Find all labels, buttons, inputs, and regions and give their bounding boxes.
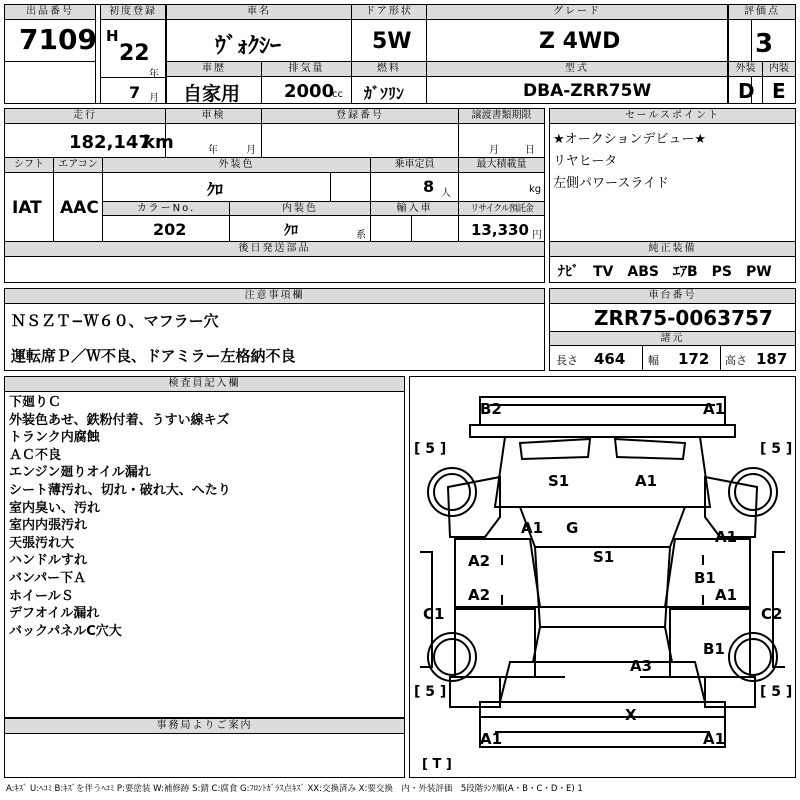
chassis-cell	[549, 288, 796, 332]
legend: A:ｷｽﾞ U:ﾍｺﾐ B:ｷｽﾞを伴うﾍｺﾐ P:要塗装 W:補修跡 S:錆 C:腐食 G:ﾌﾛﾝﾄｶﾞﾗｽ点ｷｽﾞ XX:交換済み X:要交換 内・外装評価 5段階ﾗﾝｸ順(A・B・C・D・E) 1	[6, 784, 583, 794]
dims-label: 諸元	[550, 332, 795, 346]
genuine-label: 純正装備	[550, 242, 795, 257]
displacement-unit: cc	[332, 89, 343, 100]
dims-cell	[549, 331, 796, 371]
damage-mark: A1	[715, 586, 738, 604]
inspector-line: 下廻りＣ	[9, 395, 62, 410]
caution-line: 運転席Ｐ／Ｗ不良、ドアミラー左格納不良	[11, 347, 296, 365]
caution-label: 注意事項欄	[5, 289, 544, 304]
recycle-unit: 円	[532, 230, 542, 241]
interior-cell	[762, 61, 796, 104]
reg-no-label: 登録番号	[262, 109, 458, 124]
damage-mark: B1	[703, 640, 725, 658]
car-name: ｳﾞｫｸｼｰ	[215, 34, 282, 59]
exterior-score: D	[738, 79, 755, 103]
damage-mark: C2	[761, 605, 783, 623]
door-type: 5W	[372, 29, 412, 54]
history-cell	[166, 61, 262, 104]
transfer-label: 譲渡書類期限	[459, 109, 544, 124]
office-label: 事務局よりご案内	[5, 719, 404, 734]
damage-mark: S1	[593, 548, 615, 566]
interior-label: 内装	[763, 62, 795, 77]
height-label: 高さ	[725, 354, 747, 367]
grade-cell	[426, 4, 728, 62]
inspector-line: エンジン廻りオイル漏れ	[9, 465, 151, 481]
mileage: 182,147	[69, 132, 151, 153]
car-name-label: 車名	[167, 5, 351, 20]
interior-score: E	[772, 79, 786, 103]
first-reg-label: 初度登録	[101, 5, 165, 20]
damage-mark: A1	[635, 472, 658, 490]
reg-no-cell	[261, 108, 459, 158]
inspector-line: 室内内張汚れ	[9, 518, 88, 534]
grade-label: グレード	[427, 5, 727, 20]
damage-mark: A1	[521, 519, 544, 537]
displacement-cell	[261, 61, 352, 104]
damage-mark: A1	[703, 400, 726, 418]
car-outline	[410, 377, 795, 777]
mileage-label: 走行	[5, 109, 165, 124]
capacity-label: 乗車定員	[371, 158, 458, 173]
later-parts-cell	[4, 241, 545, 283]
recycle-label: リサイクル預託金	[459, 202, 544, 216]
history: 自家用	[183, 83, 241, 105]
load-unit: kg	[529, 184, 542, 195]
tire-rating-rl: [ 5 ]	[414, 684, 447, 700]
sales-point-label: セールスポイント	[550, 109, 795, 124]
int-color: ｸﾛ	[284, 223, 298, 239]
inspector-line: ハンドルすれ	[9, 553, 88, 569]
caution-line: ＮＳＺＴ−Ｗ６０、マフラー穴	[11, 312, 219, 330]
color-no-label: カラーNo.	[103, 202, 229, 216]
load-cell	[458, 157, 545, 202]
damage-mark: A2	[468, 552, 491, 570]
capacity-unit: 人	[441, 188, 451, 199]
width-label: 幅	[648, 354, 659, 367]
inspection-month-unit: 月	[246, 145, 256, 156]
genuine-equipment: ﾅﾋﾞ TV ABS ｴｱB PS PW	[558, 264, 772, 280]
inspector-line: 外装色あせ、鉄粉付着、うすい線キズ	[9, 412, 230, 428]
lot-label: 出品番号	[5, 5, 95, 20]
sales-point-line: リヤヒータ	[553, 154, 618, 169]
shift-label: シフト	[5, 158, 53, 173]
reg-month: 7	[129, 83, 141, 102]
inspector-line: バックパネルC穴大	[9, 623, 122, 639]
import-label: 輸入車	[371, 202, 458, 216]
color-no: 202	[153, 220, 187, 239]
int-color-label: 内装色	[230, 202, 370, 216]
office-cell	[4, 718, 405, 778]
ext-color-cell	[102, 157, 371, 202]
damage-mark: A2	[468, 586, 491, 604]
reg-year: 22	[119, 41, 150, 66]
color-no-cell	[102, 201, 230, 242]
exterior-cell	[728, 61, 763, 104]
mileage-unit: km	[143, 132, 174, 153]
capacity: 8	[423, 177, 435, 196]
damage-mark: B2	[480, 400, 502, 418]
shift-cell	[4, 157, 54, 242]
lot-cell	[4, 4, 96, 62]
import-cell	[370, 201, 459, 242]
later-parts-label: 後日発送部品	[5, 242, 544, 257]
length: 464	[594, 350, 626, 368]
inspector-line: 室内臭い、汚れ	[9, 500, 101, 516]
ext-color-label: 外装色	[103, 158, 370, 173]
model-cell	[426, 61, 728, 104]
car-diagram	[409, 376, 796, 778]
inspection-label: 車検	[166, 109, 261, 124]
damage-mark: G	[566, 519, 579, 537]
inspector-line: 天張汚れ大	[9, 535, 75, 551]
lot-number: 7109	[19, 23, 97, 56]
sales-point-line: ★オークションデビュー★	[553, 132, 707, 147]
capacity-cell	[370, 157, 459, 202]
model-label: 型式	[427, 62, 727, 77]
spare-tire: [ T ]	[422, 757, 452, 772]
score-label: 評価点	[729, 5, 795, 20]
damage-mark: A1	[703, 730, 726, 748]
year-unit: 年	[149, 69, 159, 80]
door-cell	[351, 4, 427, 62]
inspector-line: トランク内腐蝕	[9, 430, 100, 446]
height: 187	[756, 350, 788, 368]
inspector-line: シート薄汚れ、切れ・破れ大、へたり	[9, 482, 231, 498]
sales-point-cell	[549, 108, 796, 242]
history-label: 車歴	[167, 62, 261, 77]
load-label: 最大積載量	[459, 158, 544, 173]
int-color-cell	[229, 201, 371, 242]
inspector-cell	[4, 376, 405, 718]
grade: Z 4WD	[539, 29, 621, 54]
exterior-label: 外装	[729, 62, 762, 77]
damage-mark: A1	[715, 528, 738, 546]
first-reg-cell	[100, 4, 166, 104]
damage-mark: C1	[423, 605, 445, 623]
model: DBA-ZRR75W	[523, 81, 652, 101]
car-name-cell	[166, 4, 352, 62]
ac-label: エアコン	[54, 158, 102, 173]
transfer-day-unit: 日	[525, 145, 535, 156]
inspector-label: 検査員記入欄	[5, 377, 404, 392]
chassis-number: ZRR75-0063757	[594, 306, 773, 330]
era: H	[106, 27, 119, 45]
genuine-cell	[549, 241, 796, 283]
inspection-cell	[165, 108, 262, 158]
mileage-cell	[4, 108, 174, 158]
ac-cell	[53, 157, 103, 242]
inspection-year-unit: 年	[208, 145, 218, 156]
inspector-line: ホイールＳ	[9, 588, 74, 604]
transfer-cell	[458, 108, 545, 158]
displacement: 2000	[284, 81, 335, 102]
ac: AAC	[60, 198, 99, 218]
chassis-label: 車台番号	[550, 289, 795, 304]
shift: IAT	[12, 198, 42, 218]
fuel-cell	[351, 61, 427, 104]
inspector-line: デフオイル漏れ	[9, 606, 100, 622]
length-label: 長さ	[556, 354, 578, 367]
score-cell	[728, 4, 796, 62]
recycle-cell	[458, 201, 545, 242]
inspector-line: バンパー下Ａ	[9, 570, 87, 586]
damage-mark: B1	[694, 569, 716, 587]
tire-rating-fr: [ 5 ]	[760, 441, 793, 457]
damage-mark: A1	[480, 730, 503, 748]
displacement-label: 排気量	[262, 62, 351, 77]
recycle: 13,330	[471, 221, 529, 239]
score: 3	[755, 29, 774, 59]
damage-mark: S1	[548, 472, 570, 490]
door-label: ドア形状	[352, 5, 426, 20]
transfer-month-unit: 月	[489, 145, 499, 156]
ext-color: ｸﾛ	[207, 180, 224, 199]
damage-mark: X	[625, 706, 637, 724]
sales-point-line: 左側パワースライド	[553, 176, 669, 191]
caution-cell	[4, 288, 545, 371]
width: 172	[678, 350, 710, 368]
month-unit: 月	[149, 93, 159, 104]
fuel-label: 燃料	[352, 62, 426, 77]
inspector-line: ＡＣ不良	[9, 447, 62, 463]
damage-mark: A3	[630, 657, 653, 675]
lot-blank	[4, 61, 96, 104]
int-color-unit: 系	[356, 230, 366, 241]
tire-rating-fl: [ 5 ]	[414, 441, 447, 457]
tire-rating-rr: [ 5 ]	[760, 684, 793, 700]
fuel: ｶﾞｿﾘﾝ	[364, 84, 405, 103]
